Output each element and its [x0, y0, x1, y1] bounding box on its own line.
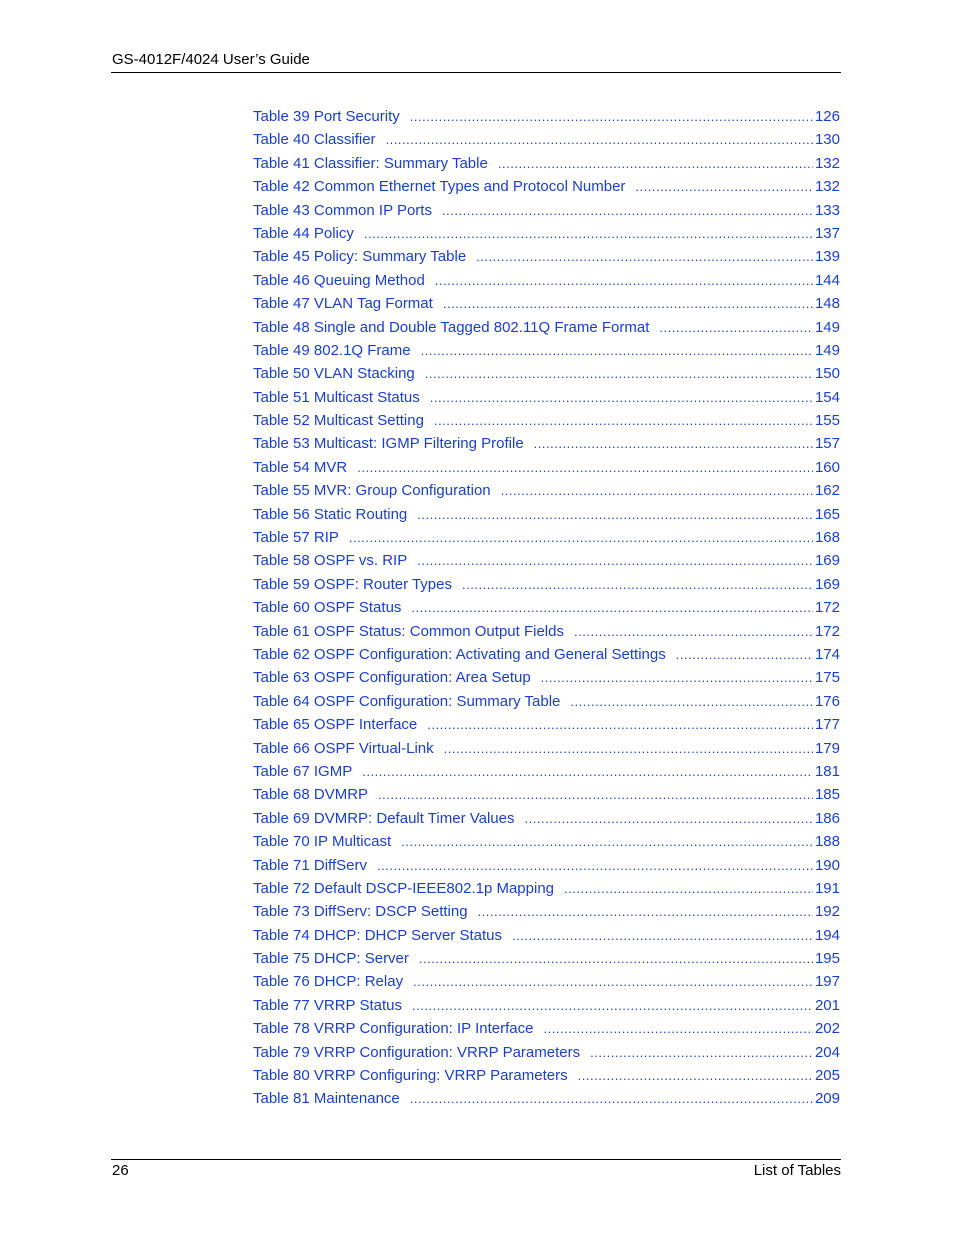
- toc-entry-label: Table 57 RIP: [253, 529, 339, 547]
- toc-entry-label: Table 41 Classifier: Summary Table: [253, 154, 488, 172]
- toc-entry-page-number: 169: [814, 575, 840, 593]
- toc-entry-page-number: 197: [814, 973, 840, 991]
- toc-entry-page-number: 132: [814, 154, 840, 172]
- dot-leader: [476, 245, 813, 268]
- toc-entry-label: Table 44 Policy: [253, 224, 354, 242]
- toc-entry-link[interactable]: [253, 362, 840, 385]
- toc-entry-label: Table 58 OSPF vs. RIP: [253, 552, 408, 570]
- toc-entry-page-number: 157: [814, 435, 840, 453]
- dot-leader: [410, 1087, 813, 1110]
- toc-entry-page-number: 144: [814, 271, 840, 289]
- toc-entry-label: Table 75 DHCP: Server: [253, 950, 409, 968]
- toc-entry-label: Table 63 OSPF Configuration: Area Setup: [253, 669, 531, 687]
- dot-leader: [590, 1041, 813, 1064]
- toc-entry-link[interactable]: [253, 386, 840, 409]
- toc-entry-label: Table 70 IP Multicast: [253, 833, 392, 851]
- toc-entry-link[interactable]: [253, 105, 840, 128]
- toc-entry-page-number: 195: [814, 950, 840, 968]
- toc-entry-page-number: 149: [814, 341, 840, 359]
- toc-entry-link[interactable]: [253, 760, 840, 783]
- toc-entry-page-number: 188: [814, 833, 840, 851]
- toc-entry-label: Table 50 VLAN Stacking: [253, 365, 415, 383]
- toc-entry-page-number: 179: [814, 739, 840, 757]
- toc-entry-link[interactable]: [253, 1041, 840, 1064]
- toc-entry-page-number: 133: [814, 201, 840, 219]
- toc-entry-page-number: 150: [814, 365, 840, 383]
- dot-leader: [419, 947, 813, 970]
- dot-leader: [417, 503, 813, 526]
- toc-entry-page-number: 165: [814, 505, 840, 523]
- toc-entry-page-number: 185: [814, 786, 840, 804]
- toc-entry-link[interactable]: [253, 877, 840, 900]
- toc-entry-link[interactable]: [253, 807, 840, 830]
- toc-entry-label: Table 40 Classifier: [253, 131, 376, 149]
- toc-entry-link[interactable]: [253, 947, 840, 970]
- toc-entry-page-number: 177: [814, 716, 840, 734]
- toc-entry-page-number: 162: [814, 482, 840, 500]
- toc-entry-label: Table 65 OSPF Interface: [253, 716, 418, 734]
- dot-leader: [462, 573, 813, 596]
- toc-entry-link[interactable]: [253, 830, 840, 853]
- dot-leader: [501, 479, 813, 502]
- toc-entry-page-number: 186: [814, 809, 840, 827]
- toc-entry-label: Table 56 Static Routing: [253, 505, 408, 523]
- toc-entry-page-number: 192: [814, 903, 840, 921]
- toc-entry-link[interactable]: [253, 245, 840, 268]
- toc-entry-link[interactable]: [253, 970, 840, 993]
- toc-entry-label: Table 51 Multicast Status: [253, 388, 420, 406]
- toc-entry-link[interactable]: [253, 292, 840, 315]
- toc-entry-page-number: 126: [814, 108, 840, 125]
- toc-entry-link[interactable]: [253, 713, 840, 736]
- header-rule: [111, 72, 841, 73]
- toc-entry-label: Table 49 802.1Q Frame: [253, 341, 411, 359]
- toc-entry-link[interactable]: [253, 690, 840, 713]
- toc-entry-link[interactable]: [253, 432, 840, 455]
- toc-entry-label: Table 46 Queuing Method: [253, 271, 425, 289]
- toc-entry-link[interactable]: [253, 339, 840, 362]
- footer-section-title: List of Tables: [753, 1162, 841, 1179]
- dot-leader: [430, 386, 813, 409]
- toc-entry-label: Table 72 Default DSCP-IEEE802.1p Mapping: [253, 879, 555, 897]
- toc-entry-page-number: 137: [814, 224, 840, 242]
- dot-leader: [659, 316, 813, 339]
- page-header-title: GS-4012F/4024 User’s Guide: [112, 51, 310, 68]
- dot-leader: [364, 222, 813, 245]
- toc-entry-link[interactable]: [253, 199, 840, 222]
- toc-entry-label: Table 67 IGMP: [253, 762, 353, 780]
- dot-leader: [443, 292, 813, 315]
- toc-entry-page-number: 139: [814, 248, 840, 266]
- toc-entry-link[interactable]: [253, 503, 840, 526]
- dot-leader: [411, 596, 813, 619]
- dot-leader: [425, 362, 813, 385]
- toc-entry-label: Table 61 OSPF Status: Common Output Fields: [253, 622, 564, 640]
- toc-entry-link[interactable]: [253, 783, 840, 806]
- toc-entry-page-number: 154: [814, 388, 840, 406]
- dot-leader: [401, 830, 813, 853]
- toc-entry-link[interactable]: [253, 854, 840, 877]
- dot-leader: [357, 456, 813, 479]
- toc-entry-link[interactable]: [253, 1087, 840, 1110]
- toc-entry-page-number: 190: [814, 856, 840, 874]
- toc-entry-link[interactable]: [253, 596, 840, 619]
- toc-entry-link[interactable]: [253, 316, 840, 339]
- toc-entry-label: Table 42 Common Ethernet Types and Protocol Number: [253, 178, 626, 196]
- toc-entry-page-number: 176: [814, 692, 840, 710]
- toc-entry-label: Table 43 Common IP Ports: [253, 201, 432, 219]
- dot-leader: [413, 970, 813, 993]
- toc-entry-page-number: 169: [814, 552, 840, 570]
- toc-entry-page-number: 175: [814, 669, 840, 687]
- dot-leader: [541, 666, 813, 689]
- toc-entry-link[interactable]: [253, 549, 840, 572]
- toc-entry-label: Table 68 DVMRP: [253, 786, 369, 804]
- dot-leader: [421, 339, 813, 362]
- dot-leader: [444, 737, 813, 760]
- dot-leader: [435, 269, 813, 292]
- dot-leader: [434, 409, 813, 432]
- toc-entry-label: Table 69 DVMRP: Default Timer Values: [253, 809, 515, 827]
- toc-entry-label: Table 73 DiffServ: DSCP Setting: [253, 903, 468, 921]
- toc-entry-link[interactable]: [253, 526, 840, 549]
- toc-entry-label: Table 76 DHCP: Relay: [253, 973, 404, 991]
- toc-entry-label: Table 66 OSPF Virtual-Link: [253, 739, 434, 757]
- toc-entry-label: Table 52 Multicast Setting: [253, 412, 424, 430]
- toc-entry-label: Table 60 OSPF Status: [253, 599, 402, 617]
- toc-entry-page-number: 168: [814, 529, 840, 547]
- dot-leader: [512, 924, 813, 947]
- footer-page-number: 26: [112, 1162, 129, 1179]
- dot-leader: [570, 690, 813, 713]
- toc-entry-link[interactable]: [253, 1017, 840, 1040]
- toc-entry-label: Table 71 DiffServ: [253, 856, 367, 874]
- list-of-tables: [253, 105, 840, 1111]
- dot-leader: [525, 807, 813, 830]
- toc-entry-link[interactable]: [253, 924, 840, 947]
- toc-entry-page-number: 155: [814, 412, 840, 430]
- toc-entry-link[interactable]: [253, 666, 840, 689]
- toc-entry-link[interactable]: [253, 737, 840, 760]
- toc-entry-link[interactable]: [253, 994, 840, 1017]
- dot-leader: [349, 526, 813, 549]
- toc-entry-link[interactable]: [253, 409, 840, 432]
- toc-entry-page-number: 201: [814, 996, 840, 1014]
- toc-entry-link[interactable]: [253, 1064, 840, 1087]
- dot-leader: [442, 199, 813, 222]
- dot-leader: [564, 877, 813, 900]
- dot-leader: [412, 994, 813, 1017]
- dot-leader: [534, 432, 813, 455]
- toc-entry-page-number: 204: [814, 1043, 840, 1061]
- toc-entry-link[interactable]: [253, 900, 840, 923]
- toc-entry-label: Table 45 Policy: Summary Table: [253, 248, 467, 266]
- toc-entry-page-number: 172: [814, 599, 840, 617]
- dot-leader: [578, 1064, 813, 1087]
- toc-entry-label: Table 47 VLAN Tag Format: [253, 295, 433, 313]
- toc-entry-label: Table 77 VRRP Status: [253, 996, 402, 1014]
- toc-entry-page-number: 202: [814, 1020, 840, 1038]
- toc-entry-label: Table 54 MVR: [253, 458, 348, 476]
- dot-leader: [498, 152, 813, 175]
- toc-entry-link[interactable]: [253, 152, 840, 175]
- toc-entry-link[interactable]: [253, 222, 840, 245]
- toc-entry-label: Table 48 Single and Double Tagged 802.11Q Frame Format: [253, 318, 650, 336]
- dot-leader: [377, 854, 813, 877]
- dot-leader: [386, 128, 813, 151]
- toc-entry-label: Table 53 Multicast: IGMP Filtering Profile: [253, 435, 524, 453]
- dot-leader: [478, 900, 813, 923]
- toc-entry-page-number: 148: [814, 295, 840, 313]
- toc-entry-link[interactable]: [253, 269, 840, 292]
- toc-entry-link[interactable]: [253, 479, 840, 502]
- toc-entry-page-number: 209: [814, 1090, 840, 1108]
- toc-entry-page-number: 194: [814, 926, 840, 944]
- toc-entry-label: Table 74 DHCP: DHCP Server Status: [253, 926, 502, 944]
- toc-entry-link[interactable]: [253, 573, 840, 596]
- toc-entry-label: Table 55 MVR: Group Configuration: [253, 482, 491, 500]
- dot-leader: [543, 1017, 813, 1040]
- dot-leader: [635, 175, 813, 198]
- toc-entry-page-number: 174: [814, 645, 840, 663]
- dot-leader: [362, 760, 813, 783]
- toc-entry-page-number: 132: [814, 178, 840, 196]
- toc-entry-link[interactable]: [253, 620, 840, 643]
- toc-entry-label: Table 80 VRRP Configuring: VRRP Parameters: [253, 1067, 568, 1085]
- dot-leader: [676, 643, 813, 666]
- toc-entry-link[interactable]: [253, 456, 840, 479]
- dot-leader: [427, 713, 813, 736]
- toc-entry-page-number: 191: [814, 879, 840, 897]
- footer-rule: [111, 1159, 841, 1160]
- toc-entry-page-number: 160: [814, 458, 840, 476]
- toc-entry-label: Table 81 Maintenance: [253, 1090, 400, 1108]
- toc-entry-label: Table 79 VRRP Configuration: VRRP Parameters: [253, 1043, 581, 1061]
- toc-entry-page-number: 181: [814, 762, 840, 780]
- toc-entry-page-number: 130: [814, 131, 840, 149]
- dot-leader: [410, 105, 813, 128]
- dot-leader: [574, 620, 813, 643]
- toc-entry-label: Table 64 OSPF Configuration: Summary Table: [253, 692, 561, 710]
- dot-leader: [417, 549, 813, 572]
- toc-entry-link[interactable]: [253, 175, 840, 198]
- dot-leader: [378, 783, 813, 806]
- toc-entry-page-number: 205: [814, 1067, 840, 1085]
- toc-entry-label: Table 59 OSPF: Router Types: [253, 575, 452, 593]
- toc-entry-page-number: 149: [814, 318, 840, 336]
- toc-entry-link[interactable]: [253, 128, 840, 151]
- toc-entry-link[interactable]: [253, 643, 840, 666]
- toc-entry-label: Table 39 Port Security: [253, 108, 400, 125]
- toc-entry-page-number: 172: [814, 622, 840, 640]
- toc-entry-label: Table 62 OSPF Configuration: Activating and General Settings: [253, 645, 666, 663]
- toc-entry-label: Table 78 VRRP Configuration: IP Interface: [253, 1020, 534, 1038]
